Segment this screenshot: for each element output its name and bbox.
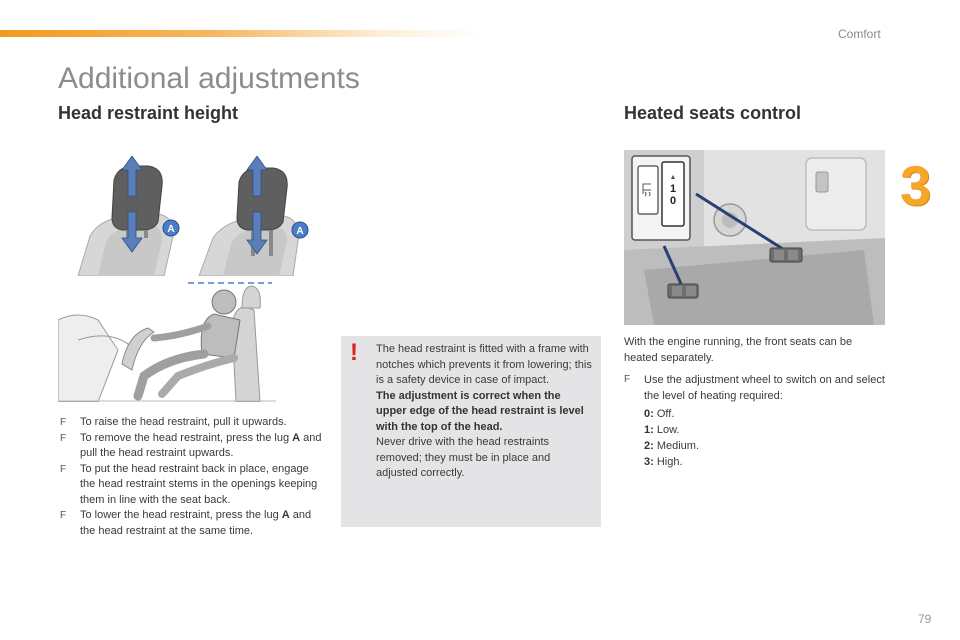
heat-dial-label: 0 (669, 195, 677, 207)
heat-dial-label: 1 (669, 183, 677, 195)
heating-level: 1: Low. (644, 424, 680, 436)
heated-seats-control-photo (624, 150, 885, 325)
header-accent-bar (0, 30, 480, 37)
bullet-icon: F (60, 463, 67, 475)
bullet-icon: F (60, 417, 67, 428)
instruction-step: F To raise the head restraint, pull it upwards. (60, 415, 322, 431)
heating-level: 3: High. (644, 456, 683, 468)
instruction-step: F To put the head restraint back in place, engage the head restraint stems in the openings keeping them in line with the seat back. (60, 462, 318, 506)
heated-seats-heading: Heated seats control (624, 103, 802, 123)
driver-posture-illustration (58, 280, 276, 402)
bullet-icon: F (60, 510, 67, 521)
section-label: Comfort (838, 27, 881, 41)
heating-levels-list (644, 406, 886, 470)
bullet-icon: F (624, 374, 631, 385)
head-restraint-instructions (60, 415, 322, 539)
warning-exclamation-icon: ! (350, 339, 358, 366)
page-title: Additional adjustments (58, 62, 360, 95)
chapter-number: 3 (900, 154, 932, 217)
page-number: 79 (918, 612, 932, 626)
lug-marker-2: A (296, 226, 304, 237)
safety-note-text: The head restraint is fitted with a frame with notches which prevents it from lowering; this is a safety device in case of impact. The adjustment is correct when the upper edge of the head restraint is level with the top of the head. Never drive with the head restraints removed; they must be in place and adjusted correctly. (376, 343, 592, 479)
heated-seats-intro: With the engine running, the front seats can be heated separately. (624, 336, 853, 364)
heating-level: 2: Medium. (644, 440, 700, 452)
bullet-icon: F (60, 432, 67, 444)
head-restraint-heading: Head restraint height (58, 103, 239, 123)
head-restraint-illustration-1 (68, 156, 186, 276)
head-restraint-illustration-2 (195, 156, 313, 276)
heating-level: 0: Off. (644, 408, 675, 420)
instruction-step: F To remove the head restraint, press the lug A and pull the head restraint upwards. (60, 431, 322, 459)
svg-text:▲: ▲ (669, 174, 677, 181)
instruction-step: F Use the adjustment wheel to switch on and select the level of heating required: 0: Off. 1: Low. 2: Medium. 3: High. (624, 374, 885, 468)
heated-seats-instructions (624, 372, 886, 470)
instruction-step: F To lower the head restraint, press the lug A and the head restraint at the same time. (60, 509, 312, 537)
lug-marker-1: A (167, 224, 175, 235)
